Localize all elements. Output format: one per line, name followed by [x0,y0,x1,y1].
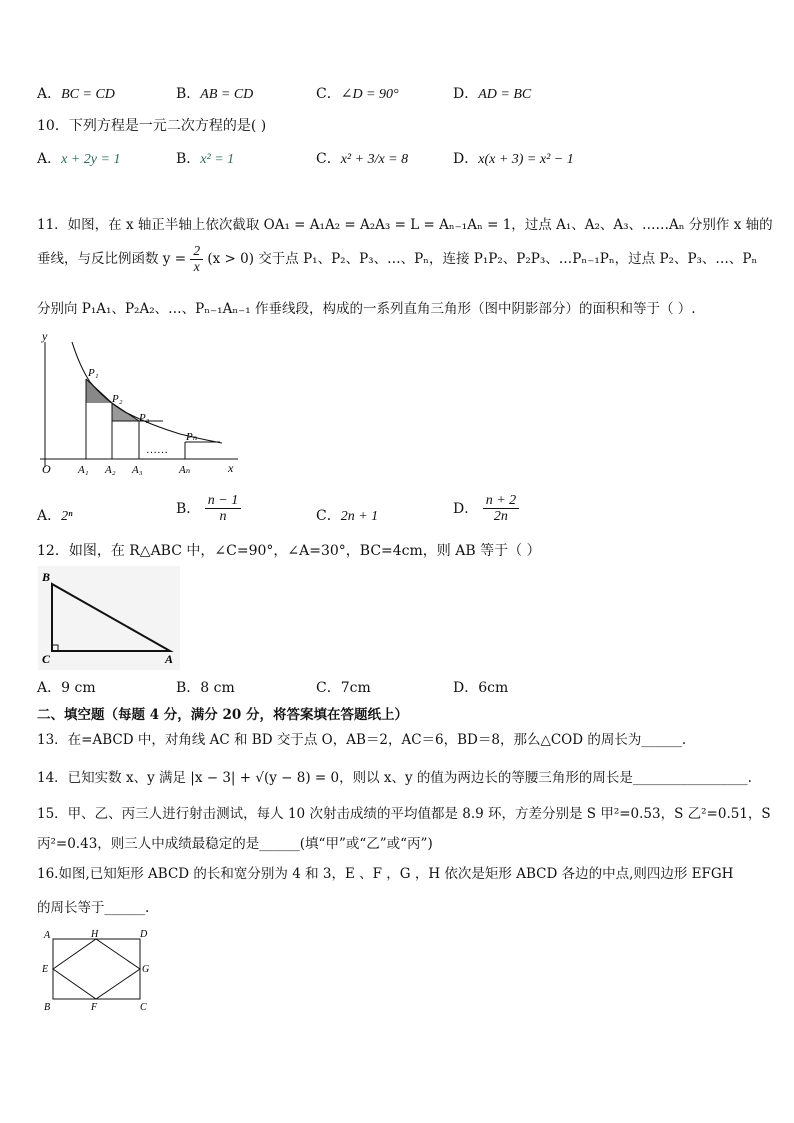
q11-figure [30,322,250,482]
label-b: B [42,570,51,584]
pn-label: Pₙ [186,431,198,443]
label-f: F [91,1002,98,1013]
label-b: B [44,1002,51,1013]
label-a: A [44,930,51,941]
label-a: A [165,652,174,666]
q11-option-d: D． $\frac{n + 2}{2n}$ [453,493,519,525]
q16-line1: 16.如图,已知矩形 ABCD 的长和宽分别为 4 和 3，E 、F ，G ，H 依次是矩形 ABCD 各边的中点,则四边形 EFGH [37,866,734,882]
q10-option-a: A．x + 2y = 1 [37,151,121,167]
q12-option-d: D．6cm [453,680,509,696]
x-label: x [228,461,234,475]
q11-line1: 11．如图，在 x 轴正半轴上依次截取 OA₁ = A₁A₂ = A₂A₃ = L = Aₙ₋₁Aₙ = 1，过点 A₁、A₂、A₃、……Aₙ 分别作 x 轴的 [37,217,773,233]
q12-figure-bg [38,566,180,670]
q10-option-b: B．x² = 1 [176,151,235,167]
q11-option-c: C．2n + 1 [316,508,379,524]
q12-option-b: B．8 cm [176,680,235,696]
q11-line2: 垂线，与反比例函数 y = $\frac{2}{x}$ (x > 0) 交于点 P₁、P₂、P₃、…、Pₙ，连接 P₁P₂、P₂P₃、…Pₙ₋₁Pₙ，过点 P₂、P₃、…、Pₙ [37,243,758,274]
q11-fraction: $\frac{2}{x}$ [190,244,203,275]
q15-line1: 15．甲、乙、丙三人进行射击测试，每人 10 次射击成绩的平均值都是 8.9 环，方差分别是 S 甲²=0.53，S 乙²=0.51，S [37,806,771,822]
q16-line2: 的周长等于______. [37,900,150,916]
q9-option-c: C．∠D = 90° [316,86,399,102]
label-g: G [142,964,150,975]
a2-label: A₂ [105,464,116,476]
a3-label: A₃ [132,464,143,476]
label-e: E [42,964,49,975]
rhombus-efgh [53,939,140,999]
q14: 14．已知实数 x、y 满足 |x − 3| + √(y − 8) = 0，则以 x、y 的值为两边长的等腰三角形的周长是_________________. [37,770,752,786]
label-h: H [91,929,99,940]
q10-option-c: C．x² + 3/x = 8 [316,151,409,167]
origin-label: O [42,462,51,476]
q11-option-a: A．2ⁿ [37,508,73,524]
q9-option-b: B．AB = CD [176,86,254,102]
q9-option-d: D．AD = BC [453,86,532,102]
q15-line2: 丙²=0.43，则三人中成绩最稳定的是______(填“甲”或“乙”或“丙”) [37,836,433,852]
section-2-title: 二、填空题（每题 4 分，满分 20 分，将答案填在答题纸上） [37,707,408,723]
a1-label: A₁ [78,464,89,476]
q10-option-d: D．x(x + 3) = x² − 1 [453,151,574,167]
q9-option-a: A．BC = CD [37,86,115,102]
q12-figure [38,566,180,670]
rectangle-abcd [53,939,140,999]
q12-stem: 12．如图，在 R△ABC 中，∠C=90°，∠A=30°，BC=4cm，则 AB 等于（ ） [37,543,541,559]
label-c: C [42,652,51,666]
q11-line3: 分别向 P₁A₁、P₂A₂、…、Pₙ₋₁Aₙ₋₁ 作垂线段，构成的一系列直角三角形（图中阴影部分）的面积和等于（ ）. [37,301,696,317]
q13: 13．在=ABCD 中，对角线 AC 和 BD 交于点 O，AB＝2，AC＝6，BD＝8，那么△COD 的周长为______. [37,732,687,748]
q12-option-a: A．9 cm [37,680,96,696]
p3-label: P₃ [139,412,150,424]
q11-option-b: B． $\frac{n - 1}{n}$ [176,493,241,525]
p2-label: P₂ [112,393,123,405]
q10-stem: 10．下列方程是一元二次方程的是( ) [37,118,267,134]
p1-label: P₁ [88,367,99,379]
q12-option-c: C．7cm [316,680,371,696]
q16-figure [40,926,155,1014]
label-c: C [140,1002,147,1013]
label-d: D [140,929,148,940]
dots-label: …… [146,444,168,456]
y-label: y [42,329,48,343]
an-label: Aₙ [179,464,191,476]
